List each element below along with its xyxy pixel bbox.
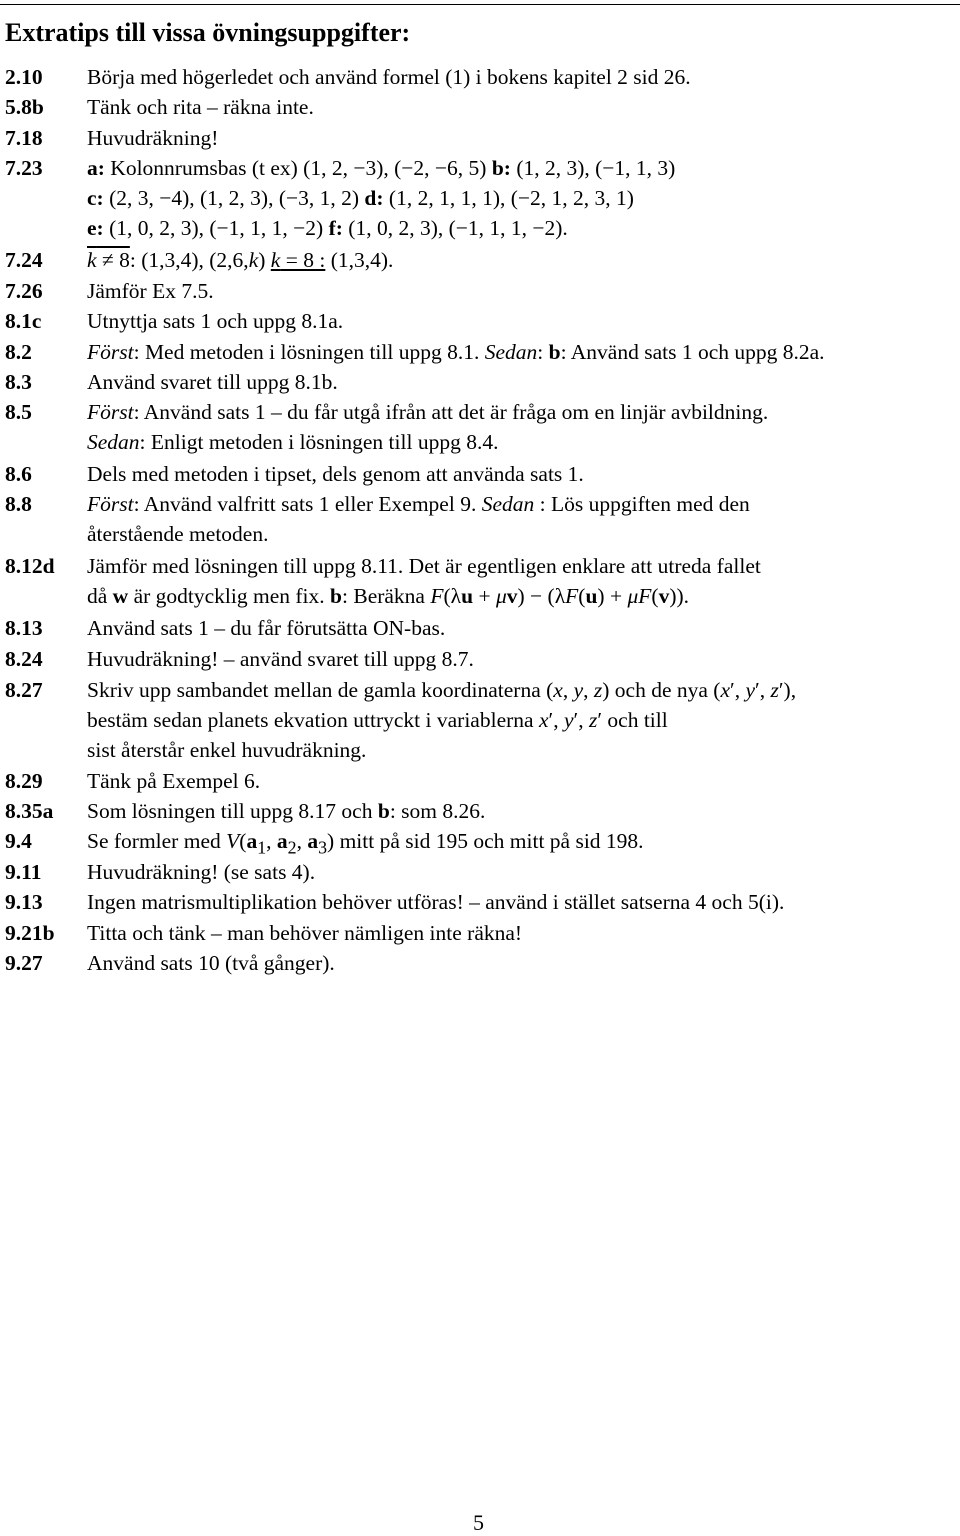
hint-number: 8.3 (5, 370, 32, 394)
hint-number: 8.29 (5, 769, 43, 793)
page-number: 5 (473, 1510, 484, 1535)
hint-text (87, 92, 314, 122)
hint-text (87, 826, 644, 856)
hint-number: 8.35a (5, 799, 54, 823)
hint-number: 8.2 (5, 340, 32, 364)
hint-text (87, 397, 768, 457)
hint-text (87, 123, 218, 153)
hint-text (87, 337, 825, 367)
hint-line: återstående metoden. (87, 522, 269, 546)
hint-number: 8.5 (5, 400, 32, 424)
hint-line: Börja med högerledet och använd formel (1) i bokens kapitel 2 sid 26. (87, 65, 691, 89)
hint-line: Tänk på Exempel 6. (87, 769, 261, 793)
hint-text (87, 489, 750, 549)
hint-line: Först: Med metoden i lösningen till uppg 8.1. Sedan: b: Använd sats 1 och uppg 8.2a. (87, 340, 825, 364)
hint-line: Använd sats 10 (två gånger). (87, 951, 335, 975)
hint-text (87, 948, 335, 978)
hint-number: 7.24 (5, 248, 43, 272)
hint-number: 8.27 (5, 678, 43, 702)
hint-line: Jämför med lösningen till uppg 8.11. Det är egentligen enklare att utreda fallet (87, 554, 761, 578)
hint-number: 7.18 (5, 126, 43, 150)
hint-number: 7.26 (5, 279, 43, 303)
hint-number: 8.12d (5, 554, 55, 578)
hint-number: 9.27 (5, 951, 43, 975)
hint-line: Använd svaret till uppg 8.1b. (87, 370, 338, 394)
hint-text (87, 918, 522, 948)
hint-line: Jämför Ex 7.5. (87, 279, 214, 303)
hint-text (87, 857, 315, 887)
hint-number: 9.11 (5, 860, 42, 884)
hint-number: 8.1c (5, 309, 42, 333)
hint-line: e: (1, 0, 2, 3), (−1, 1, 1, −2) f: (1, 0, 2, 3), (−1, 1, 1, −2). (87, 216, 568, 240)
hint-number: 2.10 (5, 65, 43, 89)
top-rule (0, 4, 960, 5)
page-heading: Extratips till vissa övningsuppgifter: (5, 18, 411, 47)
hint-line: Dels med metoden i tipset, dels genom att använda sats 1. (87, 462, 584, 486)
hint-line: Använd sats 1 – du får förutsätta ON-bas. (87, 616, 446, 640)
hint-number: 8.6 (5, 462, 32, 486)
hint-line: Tänk och rita – räkna inte. (87, 95, 314, 119)
hint-line: Utnyttja sats 1 och uppg 8.1a. (87, 309, 344, 333)
hint-line: Sedan: Enligt metoden i lösningen till uppg 8.4. (87, 430, 499, 454)
hint-text (87, 551, 761, 611)
hint-line: då w är godtycklig men fix. b: Beräkna F(λu + μv) − (λF(u) + μF(v)). (87, 584, 690, 608)
hint-text (87, 276, 214, 306)
hint-number: 9.4 (5, 829, 32, 853)
hint-line: Huvudräkning! (se sats 4). (87, 860, 316, 884)
hint-line: Huvudräkning! – använd svaret till uppg 8.7. (87, 647, 474, 671)
hint-line: Som lösningen till uppg 8.17 och b: som 8.26. (87, 799, 486, 823)
hint-number: 7.23 (5, 156, 43, 180)
hint-line: sist återstår enkel huvudräkning. (87, 738, 367, 762)
hint-text (87, 675, 796, 765)
hint-text (87, 245, 393, 275)
hint-line: Huvudräkning! (87, 126, 219, 150)
hint-text (87, 62, 691, 92)
hint-text (87, 153, 675, 243)
hint-number: 9.13 (5, 890, 43, 914)
hint-number: 9.21b (5, 921, 55, 945)
hint-line: Se formler med $V(a_1$, $a_2$, $a_3$) mitt på sid 195 och mitt på sid 198. (87, 829, 644, 858)
hint-text (87, 306, 343, 336)
hint-number: 8.13 (5, 616, 43, 640)
hint-text (87, 367, 338, 397)
hint-text (87, 887, 784, 917)
hint-line: Ingen matrismultiplikation behöver utföras! – använd i stället satserna 4 och 5(i). (87, 890, 785, 914)
hint-text (87, 644, 474, 674)
hint-line: k ≠ 8: (1,3,4), (2,6,k) k = 8 : (1,3,4). (87, 248, 394, 272)
hint-text (87, 766, 260, 796)
hint-line: a: Kolonnrumsbas (t ex) (1, 2, −3), (−2, −6, 5) b: (1, 2, 3), (−1, 1, 3) (87, 156, 676, 180)
hint-line: bestäm sedan planets ekvation uttryckt i variablerna x′, y′, z′ och till (87, 708, 668, 732)
hint-number: 8.8 (5, 492, 32, 516)
hint-text (87, 459, 584, 489)
hint-text (87, 796, 485, 826)
hint-line: Titta och tänk – man behöver nämligen inte räkna! (87, 921, 523, 945)
hint-line: Skriv upp sambandet mellan de gamla koordinaterna (x, y, z) och de nya (x′, y′, z′), (87, 678, 797, 702)
hint-number: 5.8b (5, 95, 44, 119)
hint-number: 8.24 (5, 647, 43, 671)
hint-line: Först: Använd valfritt sats 1 eller Exempel 9. Sedan : Lös uppgiften med den (87, 492, 750, 516)
hint-text (87, 613, 445, 643)
hint-line: c: (2, 3, −4), (1, 2, 3), (−3, 1, 2) d: (1, 2, 1, 1, 1), (−2, 1, 2, 3, 1) (87, 186, 634, 210)
hint-line: Först: Använd sats 1 – du får utgå ifrån att det är fråga om en linjär avbildning. (87, 400, 769, 424)
